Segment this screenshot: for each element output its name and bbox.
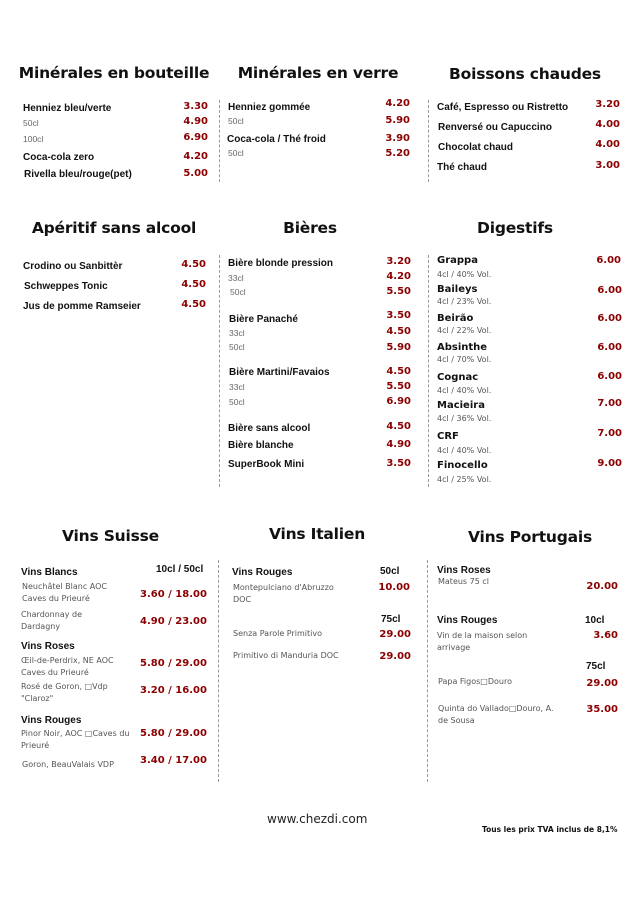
- item-price: 4.90: [386, 439, 411, 450]
- wine-price: 35.00: [586, 704, 618, 715]
- item-size: 33cl: [228, 273, 244, 283]
- item-name: Thé chaud: [437, 162, 488, 173]
- wine-name: Goron, BeauValais VDP: [22, 760, 114, 769]
- item-name: Bière blanche: [228, 440, 294, 451]
- item-detail: 4cl / 25% Vol.: [437, 475, 492, 484]
- item-detail: 4cl / 40% Vol.: [437, 270, 492, 279]
- item-price: 4.90: [183, 116, 208, 127]
- item-name: Macieira: [437, 400, 485, 411]
- item-detail: 4cl / 40% Vol.: [437, 446, 492, 455]
- item-price: 4.50: [386, 366, 411, 377]
- wine-name: Pinor Noir, AOC □Caves du Prieuré: [21, 729, 130, 750]
- item-price: 6.00: [597, 342, 622, 353]
- item-name: Absinthe: [437, 342, 488, 353]
- item-name: Coca-cola / Thé froid: [227, 134, 326, 145]
- wine-name: Œil-de-Perdrix, NE AOC Caves du Prieuré: [21, 656, 114, 677]
- wine-price: 29.00: [379, 651, 411, 662]
- wine-name: Rosé de Goron, □Vdp "Claroz": [21, 682, 108, 703]
- item-price: 9.00: [597, 458, 622, 469]
- item-price: 3.20: [386, 256, 411, 267]
- item-name: Henniez gommée: [228, 102, 311, 113]
- item-price: 3.50: [386, 458, 411, 469]
- section-title-minerales-verre: Minérales en verre: [237, 64, 399, 82]
- item-price: 3.00: [595, 160, 620, 171]
- item-price: 4.20: [386, 271, 411, 282]
- section-title-minerales-bouteille: Minérales en bouteille: [18, 64, 210, 82]
- item-price: 4.00: [595, 119, 620, 130]
- category-label: Vins Roses: [437, 565, 491, 576]
- item-price: 6.90: [386, 396, 411, 407]
- wine-price: 3.60 / 18.00: [140, 589, 207, 600]
- item-size: 50cl: [23, 118, 39, 128]
- item-price: 3.90: [385, 133, 410, 144]
- section-title-bieres: Bières: [283, 219, 337, 237]
- item-size: 50cl: [228, 116, 244, 126]
- item-size: 100cl: [23, 134, 44, 144]
- category-label: Vins Rouges: [232, 567, 293, 578]
- item-name: CRF: [437, 431, 459, 442]
- item-name: Rivella bleu/rouge(pet): [24, 169, 132, 180]
- item-size: 50cl: [230, 287, 246, 297]
- item-name: Grappa: [437, 255, 478, 266]
- size-header: 10cl / 50cl: [156, 564, 204, 575]
- website-link[interactable]: www.chezdi.com: [267, 812, 368, 826]
- wine-price: 3.60: [593, 630, 618, 641]
- wine-name: Mateus 75 cl: [438, 577, 489, 586]
- wine-price: 29.00: [379, 629, 411, 640]
- item-price: 7.00: [597, 428, 622, 439]
- category-label: Vins Blancs: [21, 567, 78, 578]
- item-price: 4.20: [183, 151, 208, 162]
- section-title-vins-suisse: Vins Suisse: [62, 527, 159, 545]
- section-title-digestifs: Digestifs: [477, 219, 553, 237]
- item-size: 50cl: [229, 342, 245, 352]
- item-price: 4.50: [386, 326, 411, 337]
- item-price: 4.20: [385, 98, 410, 109]
- item-name: Beirão: [437, 313, 474, 324]
- size-header: 10cl: [585, 615, 605, 626]
- wine-name: Senza Parole Primitivo: [233, 629, 322, 638]
- wine-price: 5.80 / 29.00: [140, 658, 207, 669]
- item-size: 33cl: [229, 382, 245, 392]
- item-name: Jus de pomme Ramseier: [23, 301, 141, 312]
- wine-price: 20.00: [586, 581, 618, 592]
- section-title-aperitif: Apéritif sans alcool: [31, 219, 197, 237]
- wine-price: 3.20 / 16.00: [140, 685, 207, 696]
- size-header: 50cl: [380, 566, 400, 577]
- item-name: Bière Martini/Favaios: [229, 367, 330, 378]
- item-name: Chocolat chaud: [438, 142, 514, 153]
- item-detail: 4cl / 22% Vol.: [437, 326, 492, 335]
- item-price: 6.90: [183, 132, 208, 143]
- wine-name: Chardonnay de Dardagny: [21, 610, 82, 631]
- item-price: 4.50: [181, 299, 206, 310]
- wine-price: 4.90 / 23.00: [140, 616, 207, 627]
- section-title-boissons-chaudes: Boissons chaudes: [449, 65, 601, 83]
- item-name: Renversé ou Capuccino: [438, 122, 552, 133]
- item-price: 4.50: [386, 421, 411, 432]
- wine-name: Primitivo di Manduria DOC: [233, 651, 339, 660]
- item-detail: 4cl / 36% Vol.: [437, 414, 492, 423]
- size-header: 75cl: [586, 661, 606, 672]
- section-title-vins-portugais: Vins Portugais: [467, 528, 593, 546]
- item-name: Café, Espresso ou Ristretto: [437, 102, 569, 113]
- item-price: 3.30: [183, 101, 208, 112]
- column-divider: [427, 560, 428, 782]
- item-price: 5.50: [386, 381, 411, 392]
- item-name: Henniez bleu/verte: [23, 103, 112, 114]
- item-price: 5.90: [385, 115, 410, 126]
- item-name: Finocello: [437, 460, 488, 471]
- item-price: 5.90: [386, 342, 411, 353]
- column-divider: [428, 100, 429, 182]
- item-price: 6.00: [597, 313, 622, 324]
- column-divider: [219, 255, 220, 487]
- item-price: 6.00: [596, 255, 621, 266]
- section-title-vins-italien: Vins Italien: [268, 525, 366, 543]
- item-name: Bière Panaché: [229, 314, 298, 325]
- wine-name: Vin de la maison selon arrivage: [437, 631, 528, 652]
- item-name: Coca-cola zero: [23, 152, 95, 163]
- wine-price: 3.40 / 17.00: [140, 755, 207, 766]
- item-name: Schweppes Tonic: [24, 281, 108, 292]
- wine-price: 29.00: [586, 678, 618, 689]
- item-size: 50cl: [228, 148, 244, 158]
- item-name: Bière sans alcool: [228, 423, 311, 434]
- item-name: Bière blonde pression: [228, 258, 334, 269]
- item-size: 33cl: [229, 328, 245, 338]
- item-price: 5.00: [183, 168, 208, 179]
- item-price: 5.20: [385, 148, 410, 159]
- size-header: 75cl: [381, 614, 401, 625]
- item-detail: 4cl / 23% Vol.: [437, 297, 492, 306]
- item-price: 7.00: [597, 398, 622, 409]
- item-name: Baileys: [437, 284, 478, 295]
- item-detail: 4cl / 70% Vol.: [437, 355, 492, 364]
- item-price: 4.50: [181, 259, 206, 270]
- wine-name: Neuchâtel Blanc AOC Caves du Prieuré: [22, 582, 108, 603]
- item-name: SuperBook Mini: [228, 459, 305, 470]
- item-price: 6.00: [597, 371, 622, 382]
- tva-note: Tous les prix TVA inclus de 8,1%: [482, 825, 618, 834]
- wine-name: Papa Figos□Douro: [438, 677, 512, 686]
- item-size: 50cl: [229, 397, 245, 407]
- item-detail: 4cl / 40% Vol.: [437, 386, 492, 395]
- item-price: 3.50: [386, 310, 411, 321]
- wine-name: Quinta do Vallado□Douro, A. de Sousa: [438, 704, 554, 725]
- item-price: 4.50: [181, 279, 206, 290]
- column-divider: [428, 255, 429, 487]
- item-price: 6.00: [597, 285, 622, 296]
- item-price: 5.50: [386, 286, 411, 297]
- item-price: 4.00: [595, 139, 620, 150]
- wine-price: 5.80 / 29.00: [140, 728, 207, 739]
- wine-name: Montepulciano d'Abruzzo DOC: [233, 583, 334, 604]
- column-divider: [218, 560, 219, 782]
- wine-price: 10.00: [378, 582, 410, 593]
- category-label: Vins Rouges: [21, 715, 82, 726]
- column-divider: [219, 100, 220, 182]
- item-price: 3.20: [595, 99, 620, 110]
- item-name: Cognac: [437, 372, 479, 383]
- category-label: Vins Rouges: [437, 615, 498, 626]
- item-name: Crodino ou Sanbittèr: [23, 261, 123, 272]
- category-label: Vins Roses: [21, 641, 75, 652]
